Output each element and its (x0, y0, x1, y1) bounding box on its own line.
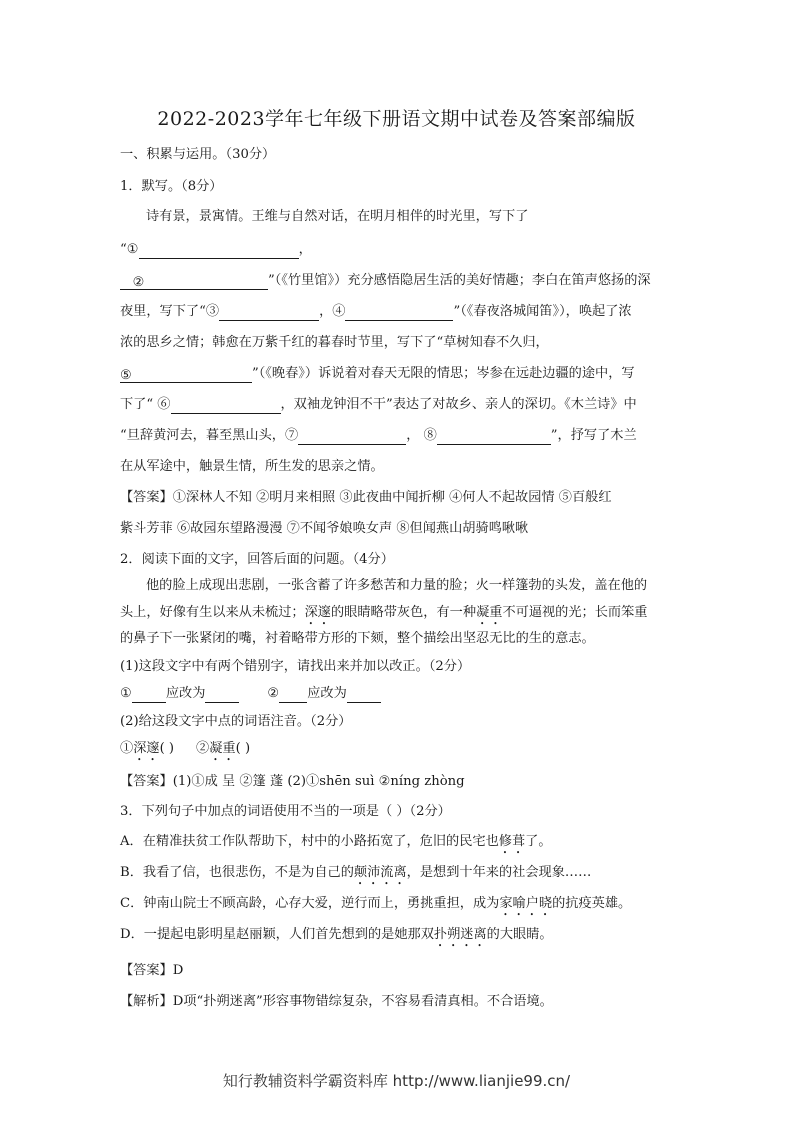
pinyin-line (120, 740, 250, 764)
dotted-word: 扑朔迷离 (433, 927, 487, 942)
question-3-heading: 3．下列句子中加点的词语使用不当的一项是（ ）（2分） (120, 804, 451, 819)
text-segment: 应改为 (307, 686, 347, 701)
text-segment: “旦辞黄河去，暮至黑山头，⑦ (120, 428, 299, 443)
question-3-answer: 【答案】D (120, 963, 184, 978)
option-d (120, 926, 553, 950)
footer-watermark: 知行教辅资料学霸资料库 http://www.lianjie99.cn/ (222, 1072, 571, 1090)
page-title: 2022-2023学年七年级下册语文期中试卷及答案部编版 (157, 108, 636, 130)
text-segment: ，是想到十年来的社会现象…… (406, 865, 592, 880)
question-1-line-5 (120, 365, 635, 383)
question-1-intro: 诗有景，景寓情。王维与自然对话，在明月相伴的时光里，写下了 (146, 209, 529, 224)
text-segment: 应改为 (165, 686, 206, 701)
question-1-answer: 【答案】①深林人不知 ②明月来相照 ③此夜曲中闻折柳 ④何人不起故园情 ⑤百般红 (120, 490, 612, 505)
text-segment: ”（《竹里馆》）充分感悟隐居生活的美好情趣；李白在笛声悠扬的深 (268, 273, 651, 288)
text-segment: ，双袖龙钟泪不干”表达了对故乡、亲人的深切。《木兰诗》中 (280, 397, 637, 412)
answer-blank-3[interactable] (219, 305, 319, 321)
passage-line-2 (120, 604, 648, 628)
dotted-word: 凝重 (476, 605, 503, 620)
correction-answer-2[interactable] (347, 687, 381, 703)
text-segment: ”（《晚春》）诉说着对春天无限的情思；岑参在远赴边疆的途中，写 (252, 366, 635, 381)
dotted-word: 凝重 (209, 741, 236, 756)
answer-blank-6[interactable] (171, 398, 281, 414)
correction-line (120, 685, 381, 703)
correction-blank-2[interactable] (279, 687, 307, 703)
question-3-analysis: 【解析】D项“扑朔迷离”形容事物错综复杂，不容易看清真相。不合语境。 (120, 994, 553, 1009)
answer-blank-4[interactable] (345, 305, 453, 321)
question-1-heading: 1．默写。（8分） (120, 179, 223, 194)
blank-number: “① (120, 242, 139, 257)
passage-line-1: 他的脸上成现出悲剧，一张含蓄了许多愁苦和力量的脸；火一样篷勃的头发，盖在他的 (146, 578, 648, 593)
blank-number: ② (132, 275, 145, 290)
question-1-line-7 (120, 427, 637, 445)
text-segment: 夜里，写下了“③ (120, 304, 220, 319)
answer-blank-5[interactable] (120, 367, 252, 383)
option-b (120, 864, 591, 888)
dotted-word: 深邃 (133, 741, 160, 756)
section-heading: 一、积累与运用。（30分） (120, 147, 276, 162)
text-segment: ”（《春夜洛城闻笛》），唤起了浓 (453, 304, 632, 319)
question-1-line-4: 浓的思乡之情；韩愈在万紫千红的暮春时节里，写下了“草树知春不久归， (120, 335, 549, 350)
text-segment: ， ⑧ (406, 428, 437, 443)
text-segment: D．一提起电影明星赵丽颖，人们首先想到的是她那双 (120, 927, 434, 942)
dotted-word: 深邃 (304, 605, 331, 620)
option-c (120, 895, 631, 919)
text-segment: ”，抒写了木兰 (550, 428, 637, 443)
item-number: ② (267, 686, 280, 701)
answer-blank-7[interactable] (298, 429, 406, 445)
blank-number: ⑤ (120, 368, 132, 383)
text-segment: ，④ (319, 304, 346, 319)
answer-blank-8[interactable] (437, 429, 551, 445)
text-segment: 下了“ ⑥ (120, 397, 171, 412)
correction-answer-1[interactable] (205, 687, 239, 703)
text-segment: 的眼睛略带灰色，有一种 (331, 605, 477, 620)
question-1-line-3 (120, 303, 632, 321)
pinyin-blank: ( ) (235, 741, 251, 756)
text-segment: C．钟南山院士不顾高龄，心存大爱，逆行而上，勇挑重担，成为 (120, 896, 500, 911)
question-2-sub-2: (2)给这段文字中点的词语注音。（2分） (120, 714, 352, 729)
pinyin-blank: ( ) (159, 741, 175, 756)
text-segment: 了。 (525, 834, 552, 849)
item-number: ① (120, 741, 134, 756)
dotted-word: 家喻户晓 (499, 896, 553, 911)
option-a (120, 833, 552, 857)
text-segment: 头上，好像有生以来从未梳过； (120, 605, 305, 620)
passage-line-3: 的鼻子下一张紧闭的嘴，衬着略带方形的下颏，整个描绘出坚忍无比的生的意志。 (120, 631, 595, 646)
text-segment: 的大眼睛。 (486, 927, 553, 942)
correction-blank-1[interactable] (132, 687, 166, 703)
item-number: ② (196, 741, 210, 756)
question-1-line-1 (120, 241, 312, 259)
dotted-word: 颠沛流离 (353, 865, 407, 880)
answer-blank-1[interactable] (139, 243, 299, 259)
text-segment: A．在精准扶贫工作队帮助下，村中的小路拓宽了，危旧的民宅也 (120, 834, 499, 849)
item-number: ① (120, 686, 132, 701)
question-2-heading: 2．阅读下面的文字，回答后面的问题。（4分） (120, 552, 394, 567)
question-1-line-2 (120, 272, 651, 290)
punctuation: ， (298, 242, 312, 257)
question-2-answer: 【答案】(1)①成 呈 ②篷 蓬 (2)①shēn suì ②níng zhòng (120, 774, 465, 789)
question-1-line-8: 在从军途中，触景生情，所生发的思亲之情。 (120, 459, 384, 474)
question-1-line-6 (120, 396, 637, 414)
question-2-sub-1: (1)这段文字中有两个错别字，请找出来并加以改正。（2分） (120, 659, 471, 674)
text-segment: 的抗疫英雄。 (552, 896, 632, 911)
answer-blank-2[interactable] (120, 274, 268, 290)
text-segment: 不可逼视的光；长而笨重 (502, 605, 648, 620)
dotted-word: 修葺 (498, 834, 526, 849)
question-1-answer-cont: 紫斗芳菲 ⑥故园东望路漫漫 ⑦不闻爷娘唤女声 ⑧但闻燕山胡骑鸣啾啾 (120, 521, 529, 536)
text-segment: B．我看了信，也很悲伤，不是为自己的 (120, 865, 354, 880)
